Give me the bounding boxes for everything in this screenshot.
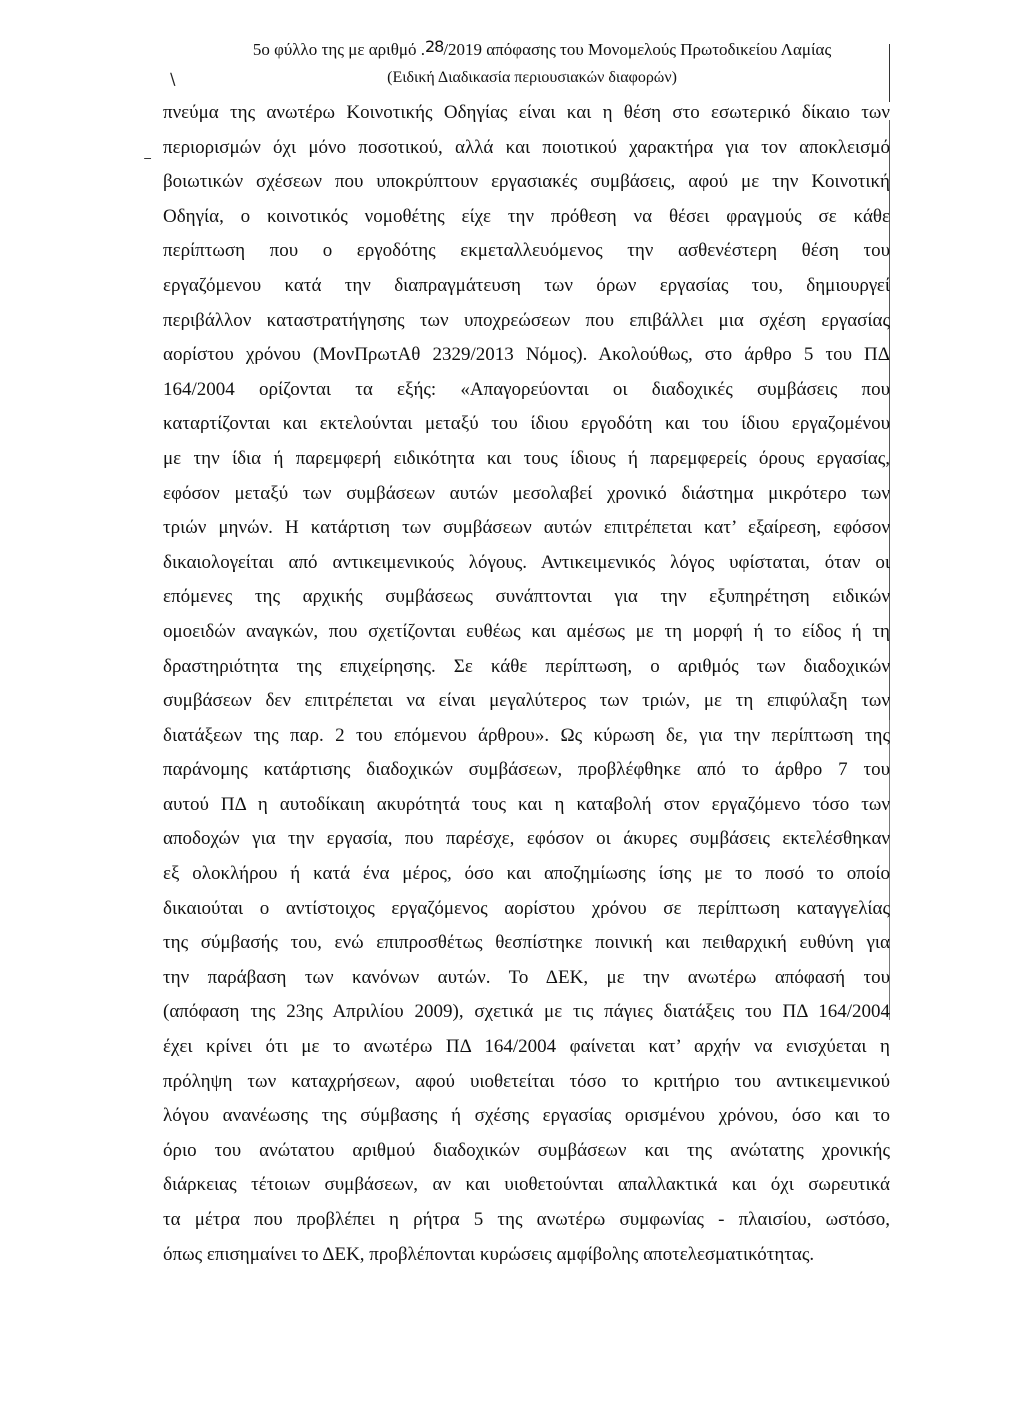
header-sheet-prefix: 5ο φύλλο της με αριθμό . (252, 40, 425, 59)
handwritten-case-number: 28 (424, 37, 444, 56)
body-line: διατάξεων της παρ. 2 του επόμενου άρθρου». Ως κύρωση δε, για την περίπτωση της (163, 724, 890, 746)
body-line: δραστηριότητα της επιχείρησης. Σε κάθε περίπτωση, ο αριθμός των διαδοχικών (163, 655, 890, 677)
body-line: περιβάλλον καταστρατήγησης των υποχρεώσεων που επιβάλλει μια σχέση εργασίας (163, 309, 890, 331)
body-line: τα μέτρα που προβλέπει η ρήτρα 5 της ανωτέρω συμφωνίας - πλαισίου, ωστόσο, (163, 1209, 890, 1230)
header-sheet-suffix: /2019 απόφασης του Μονομελούς Πρωτοδικείου Λαμίας (443, 40, 832, 59)
body-line-last: όπως επισημαίνει το ΔΕΚ, προβλέπονται κυρώσεις αμφίβολης αποτελεσματικότητας. (163, 1243, 815, 1265)
body-line: τριών μηνών. Η κατάρτιση των συμβάσεων αυτών επιτρέπεται κατ’ εξαίρεση, εφόσον (163, 517, 890, 539)
body-line: αποδοχών για την εργασία, που παρέσχε, εφόσον οι άκυρες συμβάσεις εκτελέσθηκαν (163, 828, 890, 850)
body-line: επόμενες της αρχικής συμβάσεως συνάπτονται για την εξυπηρέτηση ειδικών (163, 586, 890, 608)
body-line: διάρκειας τέτοιων συμβάσεων, αν και υιοθετούνται απαλλακτικά και όχι σωρευτικά (163, 1174, 890, 1196)
page-header-line-1 (0, 38, 1024, 62)
body-line: πνεύμα της ανωτέρω Κοινοτικής Οδηγίας είναι και η θέση στο εσωτερικό δίκαιο των (163, 102, 890, 123)
body-line: Οδηγία, ο κοινοτικός νομοθέτης είχε την πρόθεση να θέσει φραγμούς σε κάθε (163, 205, 890, 227)
body-line: της σύμβασής του, ενώ επιπροσθέτως θεσπίστηκε ποινική και πειθαρχική ευθύνη για (163, 932, 890, 954)
body-line: εργαζόμενου κατά την διαπραγμάτευση των όρων εργασίας του, δημιουργεί (163, 274, 890, 296)
body-line: ομοειδών αναγκών, που σχετίζονται ευθέως και αμέσως με τη μορφή ή το είδος ή τη (163, 620, 890, 642)
body-line: παράνομης κατάρτισης διαδοχικών συμβάσεων, προβλέφθηκε από το άρθρο 7 του (163, 759, 890, 781)
body-line: περιορισμών όχι μόνο ποσοτικού, αλλά και ποιοτικού χαρακτήρα για τον αποκλεισμό (163, 136, 890, 158)
body-line: αορίστου χρόνου (ΜονΠρωτΑθ 2329/2013 Νόμος). Ακολούθως, στο άρθρο 5 του ΠΔ (163, 344, 890, 366)
body-line: λόγου ανανέωσης της σύμβασης ή σχέσης εργασίας ορισμένου χρόνου, όσο και το (163, 1105, 890, 1127)
body-line: (απόφαση της 23ης Απριλίου 2009), σχετικά με τις πάγιες διατάξεις του ΠΔ 164/2004 (163, 1001, 890, 1023)
body-line: δικαιούται ο αντίστοιχος εργαζόμενος αορίστου χρόνου σε περίπτωση καταγγελίας (163, 897, 890, 919)
body-line: αυτού ΠΔ η αυτοδίκαιη ακυρότητά τους και η καταβολή στον εργαζόμενο τόσο των (163, 793, 890, 815)
body-line: δικαιολογείται από αντικειμενικούς λόγους. Αντικειμενικός λόγος υφίσταται, όταν οι (163, 551, 890, 573)
document-body-text (163, 96, 890, 1272)
body-line: την παράβαση των κανόνων αυτών. Το ΔΕΚ, με την ανωτέρω απόφασή του (163, 966, 890, 988)
body-line: πρόληψη των καταχρήσεων, αφού υιοθετείται τόσο το κριτήριο του αντικειμενικού (163, 1070, 890, 1092)
page-header-line-2: (Ειδική Διαδικασία περιουσιακών διαφορών) (387, 69, 677, 86)
body-line: όριο του ανώτατου αριθμού διαδοχικών συμβάσεων και της ανώτατης χρονικής (163, 1139, 890, 1161)
body-line: με την ίδια ή παρεμφερή ειδικότητα και τους ίδιους ή παρεμφερείς όρους εργασίας, (163, 447, 890, 469)
margin-tick-mark: ∖ (167, 70, 178, 89)
body-line: βοιωτικών σχέσεων που υποκρύπτουν εργασιακές συμβάσεις, αφού με την Κοινοτική (163, 171, 890, 193)
margin-scan-line-top (889, 44, 890, 102)
body-line: έχει κρίνει ότι με το ανωτέρω ΠΔ 164/2004 φαίνεται κατ’ αρχήν να ενισχύεται η (163, 1036, 890, 1058)
body-line: εφόσον μεταξύ των συμβάσεων αυτών μεσολαβεί χρονικό διάστημα μικρότερο των (163, 482, 890, 504)
margin-dash-mark: − (143, 152, 153, 165)
body-line: καταρτίζονται και εκτελούνται μεταξύ του ίδιου εργοδότη και του ίδιου εργαζομένου (163, 413, 890, 435)
body-line: εξ ολοκλήρου ή κατά ένα μέρος, όσο και αποζημίωσης ίσης με το ποσό το οποίο (163, 863, 890, 885)
body-line: 164/2004 ορίζονται τα εξής: «Απαγορεύονται οι διαδοχικές συμβάσεις που (163, 378, 890, 400)
body-line: συμβάσεων δεν επιτρέπεται να είναι μεγαλύτερος των τριών, με τη επιφύλαξη των (163, 690, 890, 712)
body-line: περίπτωση που ο εργοδότης εκμεταλλευόμενος την ασθενέστερη θέση του (163, 240, 890, 262)
